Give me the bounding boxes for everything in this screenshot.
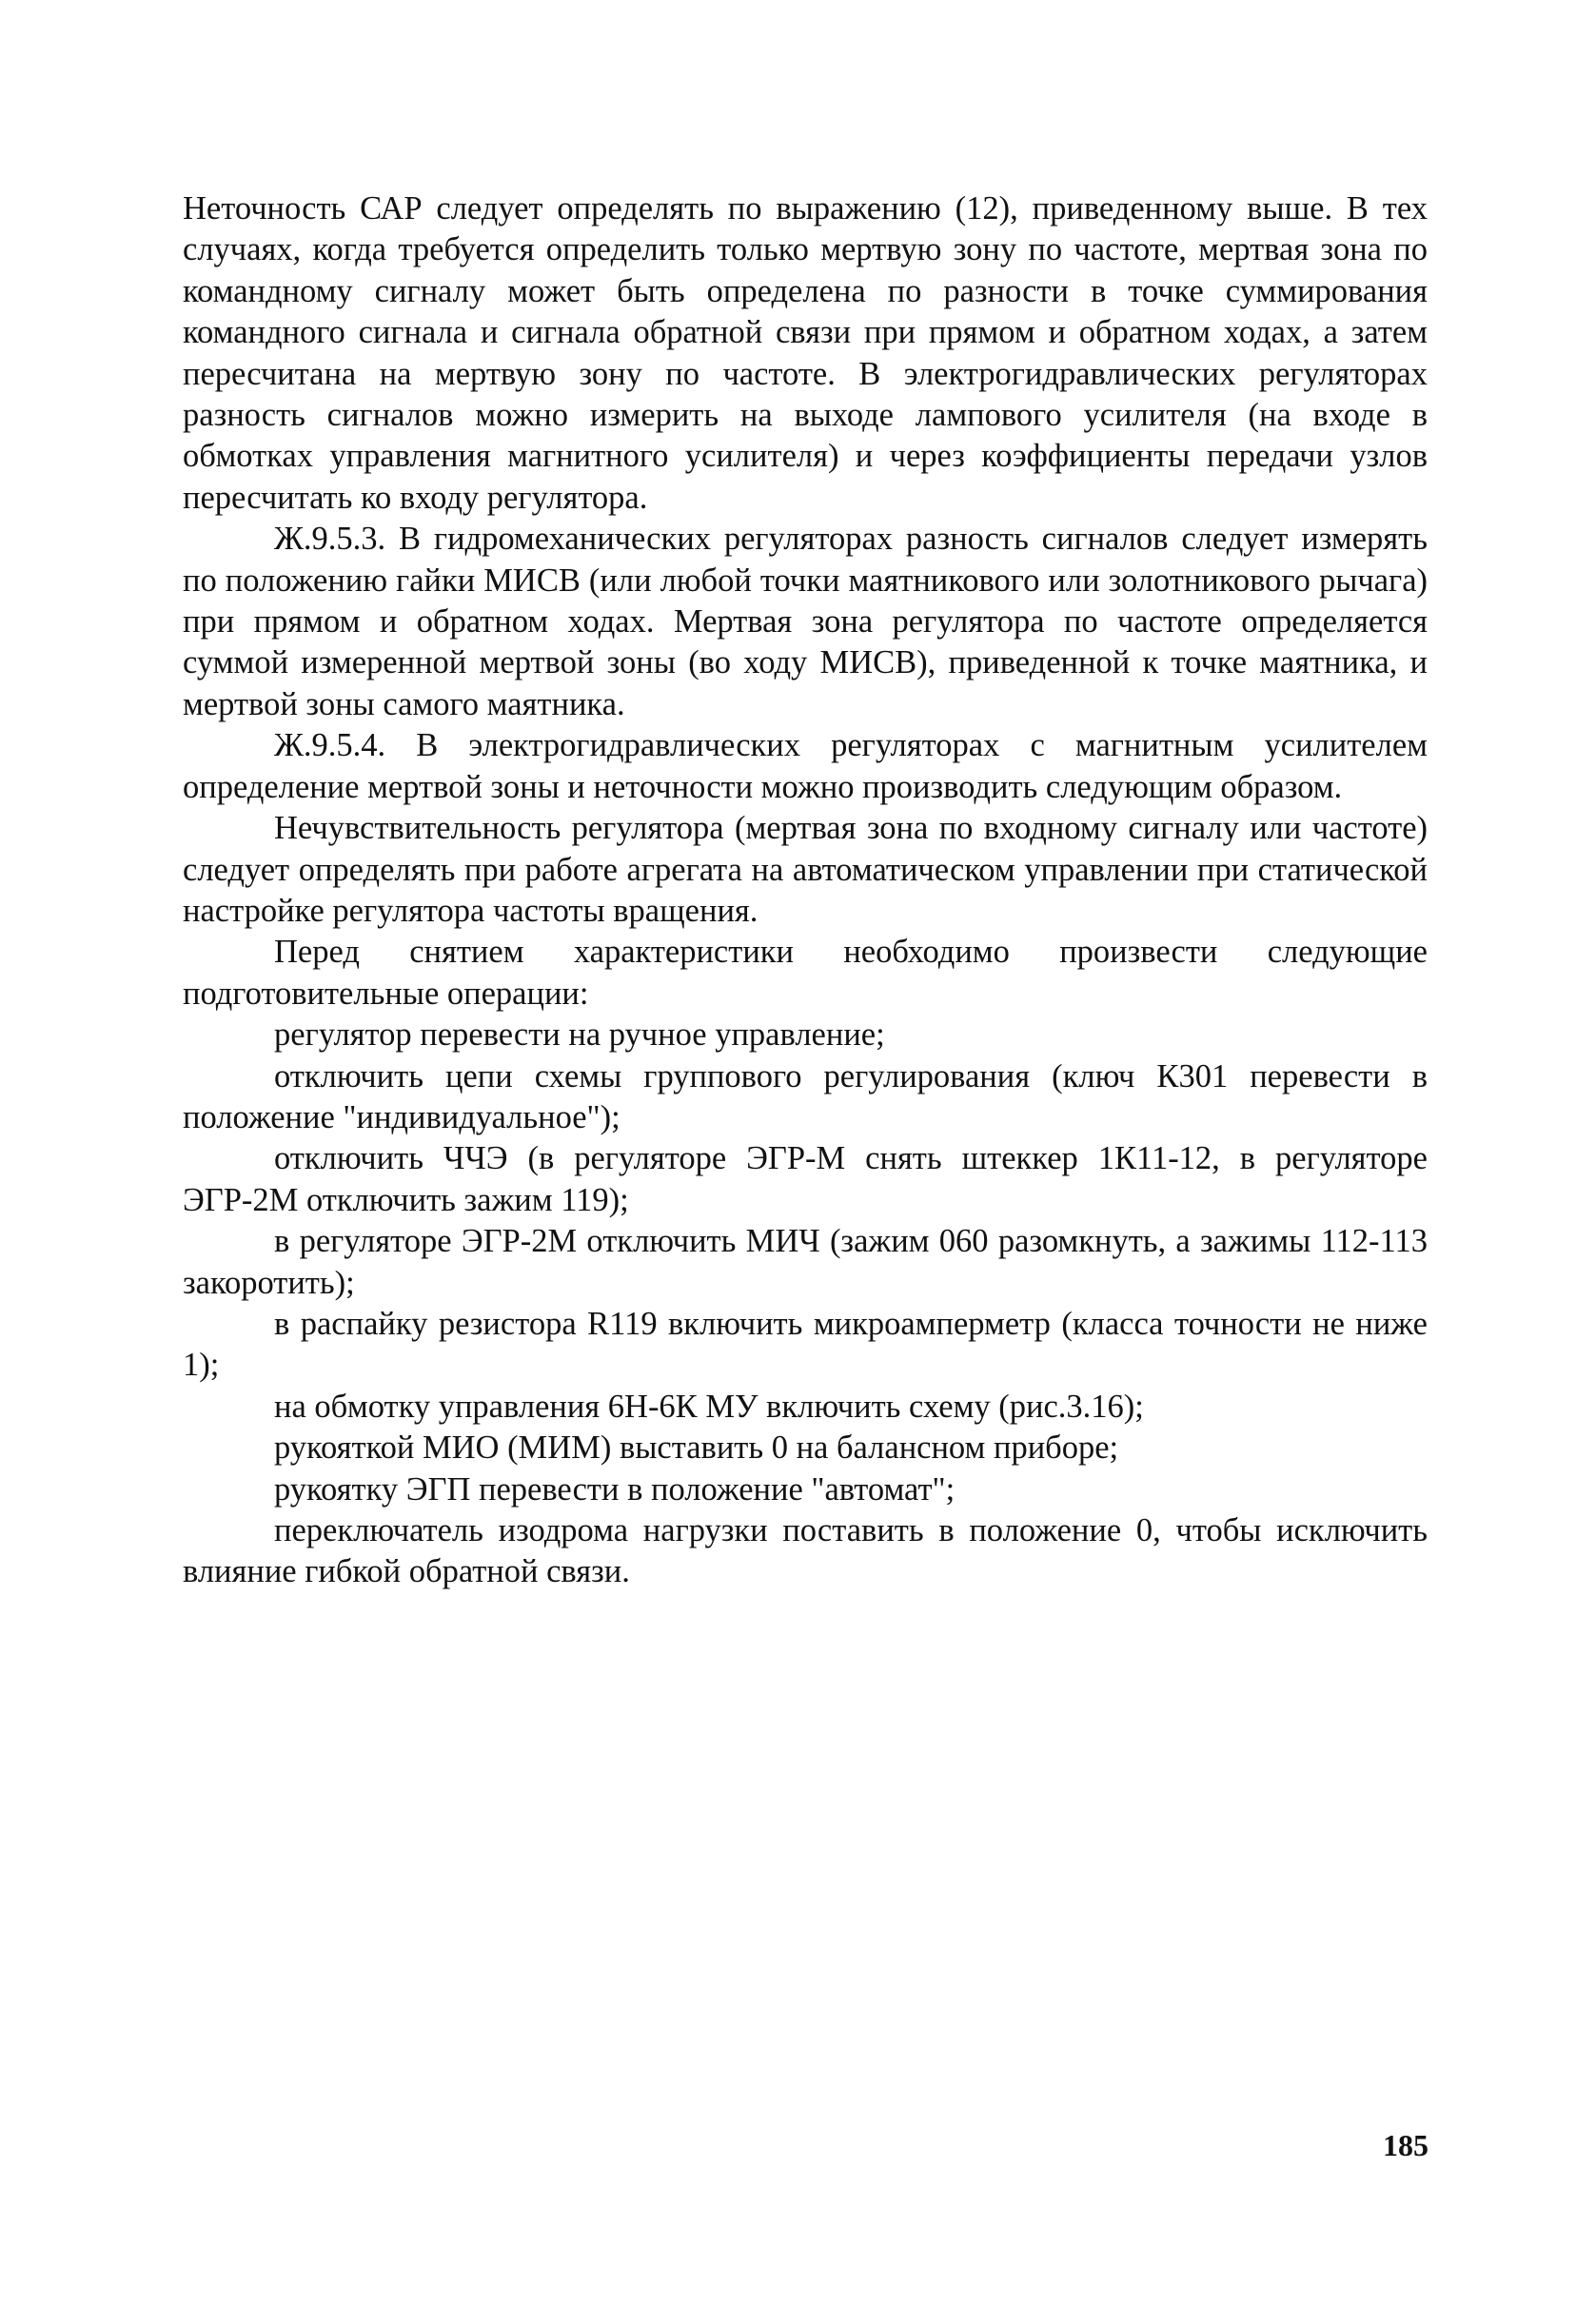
page-number: 185 xyxy=(1383,2128,1429,2162)
list-item: рукояткой МИО (МИМ) выставить 0 на балансном приборе; xyxy=(274,1430,1119,1467)
list-item: регулятор перевести на ручное управление; xyxy=(274,1016,885,1054)
list-item: отключить ЧЧЭ (в регуляторе ЭГР-М снять штеккер 1К11-12, в регуляторе ЭГР-2М отключить зажим 119); xyxy=(183,1140,1428,1218)
list-item: в распайку резистора R119 включить микроамперметр (класса точности не ниже 1); xyxy=(183,1305,1428,1384)
list-item: переключатель изодрома нагрузки поставить в положение 0, чтобы исключить влияние гибкой обратной связи. xyxy=(183,1512,1428,1590)
paragraph: Ж.9.5.3. В гидромеханических регуляторах разность сигналов следует измерять по положению гайки МИСВ (или любой точки маятникового или золотникового рычага) при прямом и обратном ходах. Мертвая зона регулятора по частоте определяется суммой измеренной мертвой зоны (во ходу МИСВ), приведенной к точке маятника, и мертвой зоны самого маятника. xyxy=(183,521,1428,722)
paragraph: Перед снятием характеристики необходимо произвести следующие подготовительные операции: xyxy=(183,934,1428,1012)
paragraph: Ж.9.5.4. В электрогидравлических регуляторах с магнитным усилителем определение мертвой зоны и неточности можно производить следующим образом. xyxy=(183,727,1428,805)
list-item: в регуляторе ЭГР-2М отключить МИЧ (зажим 060 разомкнуть, а зажимы 112-113 закоротить); xyxy=(183,1223,1428,1301)
body-text xyxy=(183,188,1428,1593)
paragraph: Неточность САР следует определять по выражению (12), приведенному выше. В тех случаях, когда требуется определить только мертвую зону по частоте, мертвая зона по командному сигналу может быть определена по разности в точке суммирования командного сигнала и сигнала обратной связи при прямом и обратном ходах, а затем пересчитана на мертвую зону по частоте. В электрогидравлических регуляторах разность сигналов можно измерить на выходе лампового усилителя (на входе в обмотках управления магнитного усилителя) и через коэффициенты передачи узлов пересчитать ко входу регулятора. xyxy=(183,190,1428,516)
list-item: на обмотку управления 6Н-6К МУ включить схему (рис.3.16); xyxy=(274,1388,1144,1425)
list-item: отключить цепи схемы группового регулирования (ключ К301 перевести в положение "индивидуальное"); xyxy=(183,1057,1428,1135)
list-item: рукоятку ЭГП перевести в положение "автомат"; xyxy=(274,1470,956,1508)
paragraph: Нечувствительность регулятора (мертвая зона по входному сигналу или частоте) следует определять при работе агрегата на автоматическом управлении при статической настройке регулятора частоты вращения. xyxy=(183,810,1428,929)
